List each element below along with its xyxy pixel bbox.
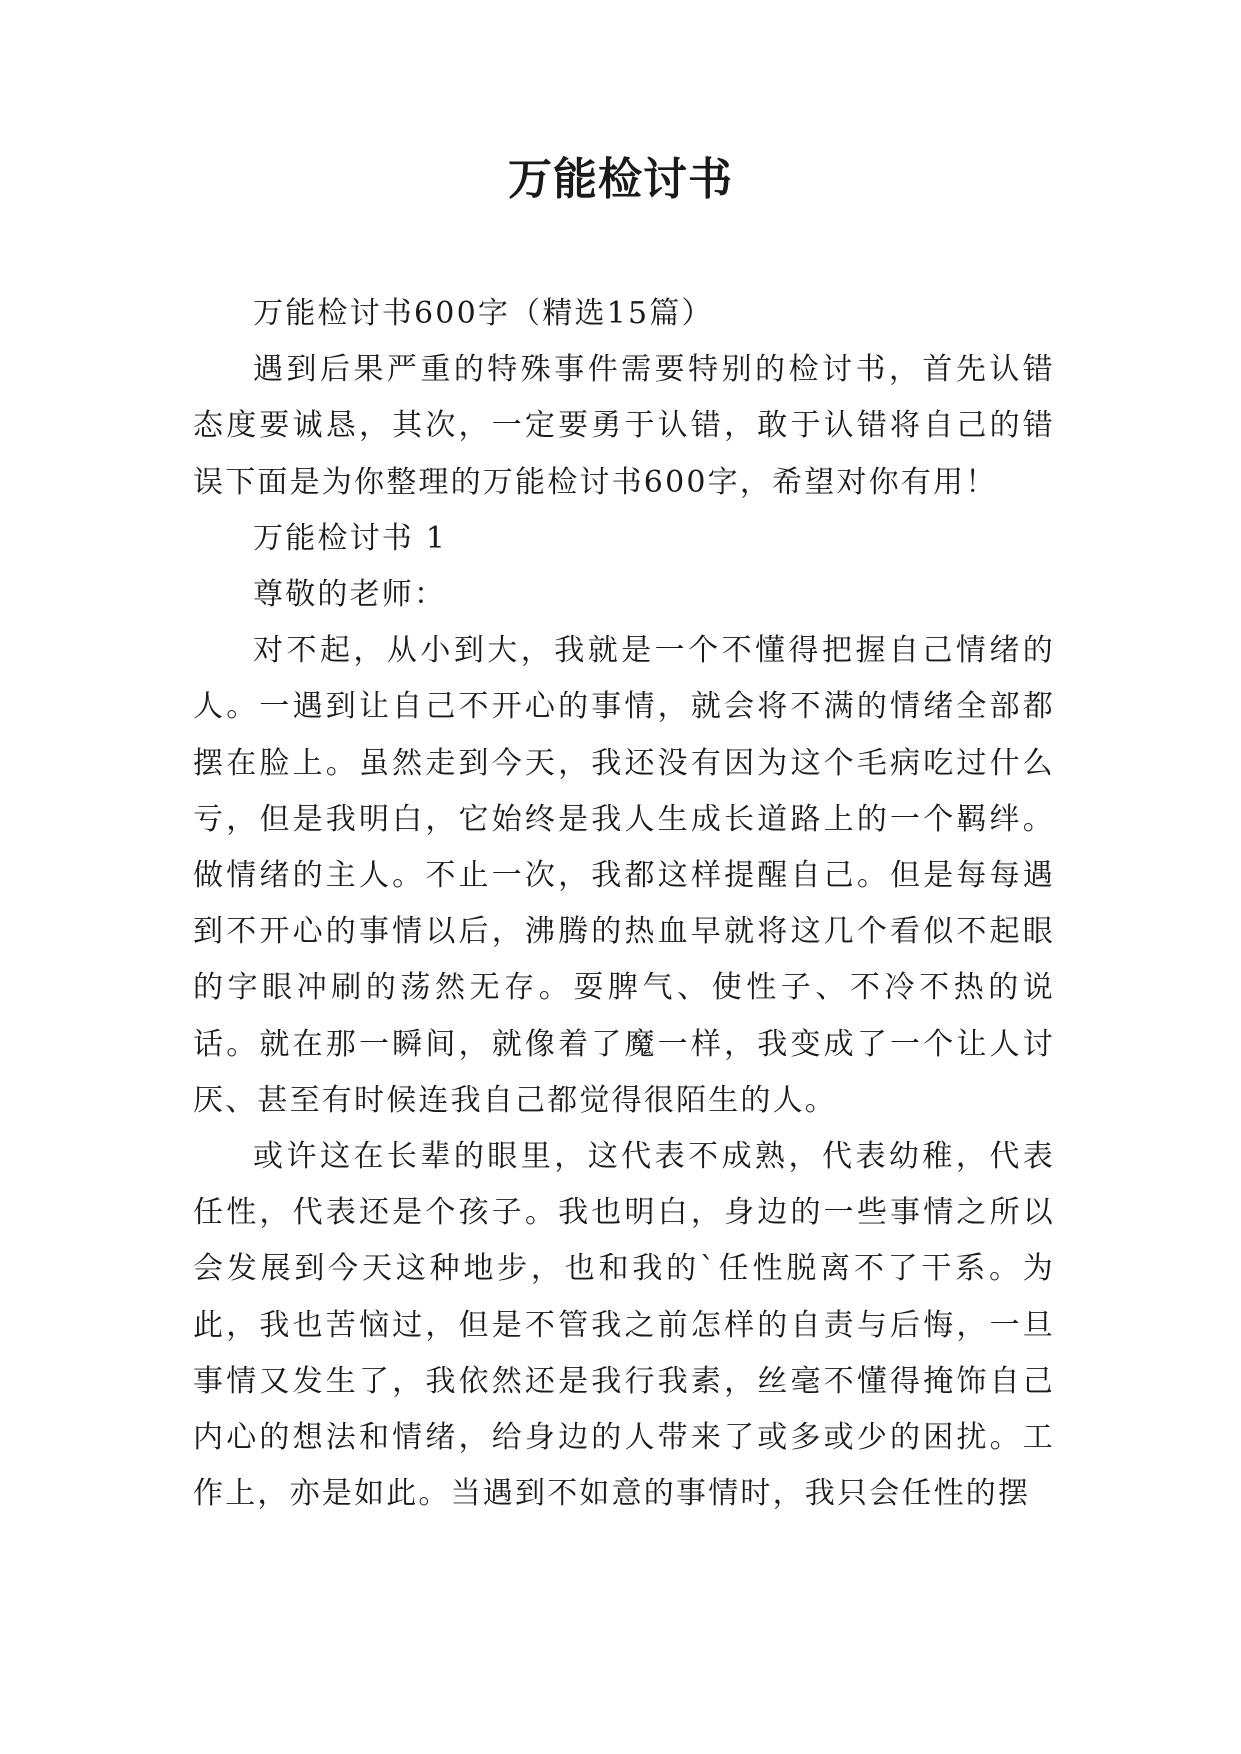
paragraph-intro: 遇到后果严重的特殊事件需要特别的检讨书，首先认错态度要诚恳，其次，一定要勇于认错，敢于认错将自己的错误下面是为你整理的万能检讨书600字，希望对你有用！ xyxy=(193,352,1055,500)
paragraph-salutation: 尊敬的老师： xyxy=(253,577,447,613)
paragraph-heading-1: 万能检讨书 1 xyxy=(253,520,448,556)
document-body xyxy=(193,286,1055,1522)
paragraph-body-1: 对不起，从小到大，我就是一个不懂得把握自己情绪的人。一遇到让自己不开心的事情，就会将不满的情绪全部都摆在脸上。虽然走到今天，我还没有因为这个毛病吃过什么亏，但是我明白，它始终是我人生成长道路上的一个羁绊。做情绪的主人。不止一次，我都这样提醒自己。但是每每遇到不开心的事情以后，沸腾的热血早就将这几个看似不起眼的字眼冲刷的荡然无存。耍脾气、使性子、不冷不热的说话。就在那一瞬间，就像着了魔一样，我变成了一个让人讨厌、甚至有时候连我自己都觉得很陌生的人。 xyxy=(193,633,1055,1118)
document-title: 万能检讨书 xyxy=(508,154,733,205)
paragraph-subtitle: 万能检讨书600字（精选15篇） xyxy=(253,296,714,331)
paragraph-body-2: 或许这在长辈的眼里，这代表不成熟，代表幼稚，代表任性，代表还是个孩子。我也明白，身边的一些事情之所以会发展到今天这种地步，也和我的`任性脱离不了干系。为此，我也苦恼过，但是不管我之前怎样的自责与后悔，一旦事情又发生了，我依然还是我行我素，丝毫不懂得掩饰自己内心的想法和情绪，给身边的人带来了或多或少的困扰。工作上，亦是如此。当遇到不如意的事情时，我只会任性的摆 xyxy=(193,1139,1055,1512)
